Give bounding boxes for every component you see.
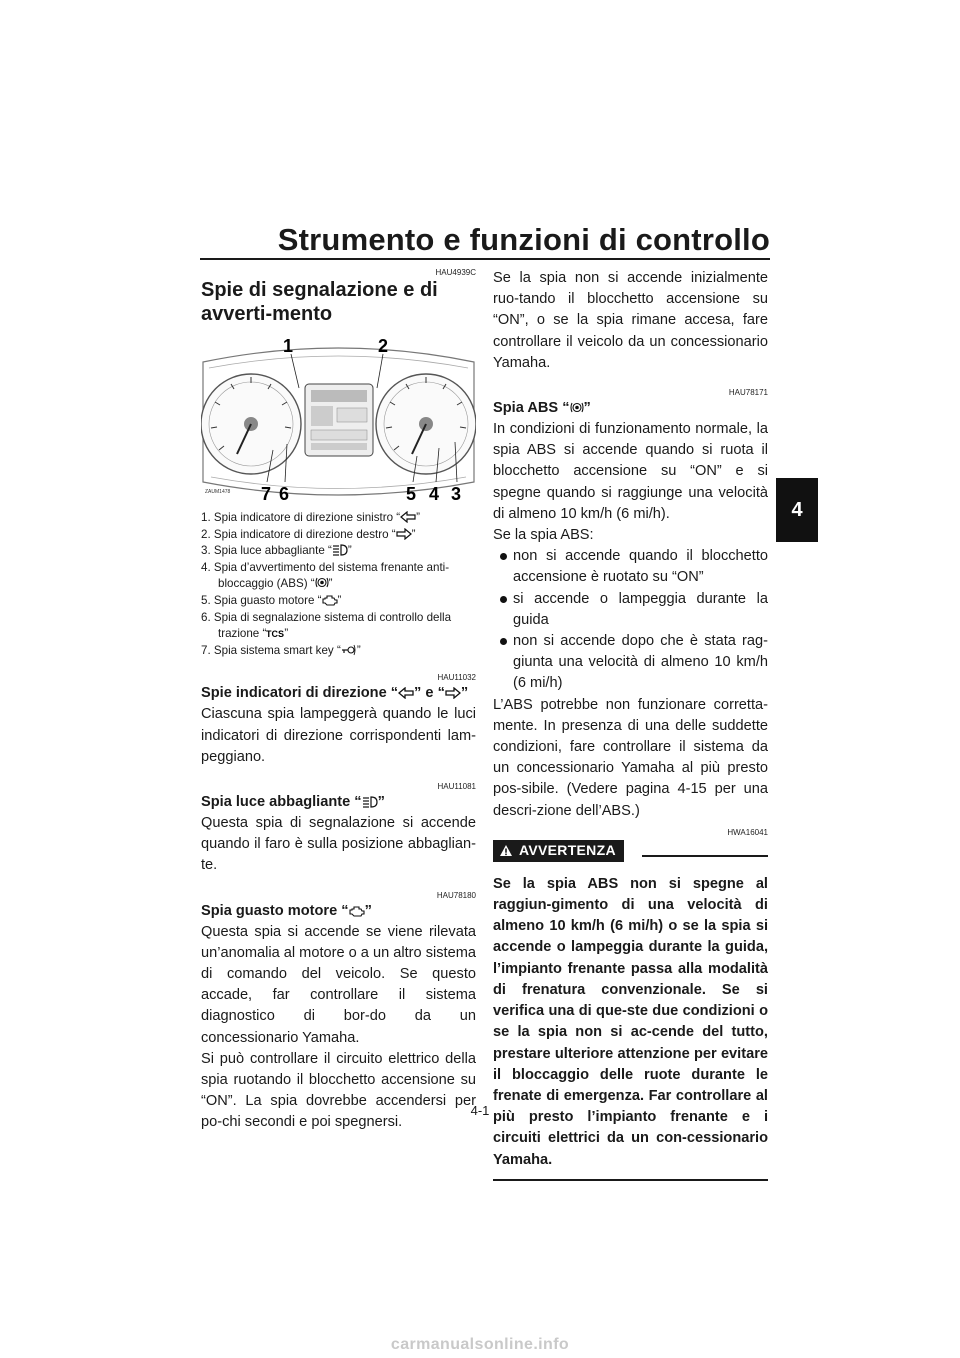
high-beam-icon <box>332 544 348 556</box>
intro-paragraph: Se la spia non si accende inizialmente ruo-tando il blocchetto accensione su “ON”, o se la spia rimane accesa, fare controllare il veicolo da un concessionario Yamaha. <box>493 270 768 371</box>
ref-code: HWA16041 <box>727 827 768 837</box>
turn-left-icon <box>400 511 416 523</box>
caption-item: 2. Spia indicatore di direzione destro “ ” <box>201 527 416 541</box>
warning-badge <box>493 840 624 862</box>
callout-4: 4 <box>429 484 440 504</box>
turn-right-icon <box>445 687 461 699</box>
abs-body: In condizioni di funzionamento normale, la spia ABS si accende quando si ruota il blocchetto accensione su “ON” e si spegne quando si raggiunge una velocità di almeno 10 km/h (6 mi/h). <box>493 421 768 522</box>
warning-rule <box>642 855 768 857</box>
svg-text:TCS: TCS <box>266 629 285 640</box>
callout-6: 6 <box>279 484 290 504</box>
turn-left-icon <box>398 687 414 699</box>
ref-code: HAU78171 <box>728 388 768 398</box>
callout-7: 7 <box>261 484 272 504</box>
warning-text: Se la spia ABS non si spegne al raggiun-gimento di una velocità di almeno 10 km/h (6 mi/h) o se la spia si accende o lampeggia durante la guida, l’impianto frenante passa alla modalità di frenatura convenzionale. Se si verifica una di que-ste due condizioni o se la spia non si ac-cende del tutto, prestare ulteriore attenzione per evitare il bloccaggio delle ruote durante le frenate di emergenza. Far controllare al più presto l’impianto frenante e i circuiti elettrici da un con-cessionario Yamaha. <box>493 875 768 1168</box>
ref-code: HAU11032 <box>437 673 476 683</box>
caption-item: 5. Spia guasto motore “ ” <box>201 593 342 607</box>
caption-item: 3. Spia luce abbagliante “ ” <box>201 544 352 558</box>
abs-bullet-list <box>493 546 768 694</box>
engine-icon <box>322 594 338 606</box>
instrument-figure <box>201 332 476 504</box>
warning-header <box>493 840 768 862</box>
abs-icon <box>570 401 584 414</box>
caption-item: 4. Spia d’avvertimento del sistema frenante anti-bloccaggio (ABS) “ ” <box>201 560 450 591</box>
caption-item: 6. Spia di segnalazione sistema di controllo della trazione “ TCS ” <box>201 610 452 641</box>
title-rule <box>200 258 770 260</box>
high-beam-icon <box>362 796 378 808</box>
abs-icon <box>315 576 329 589</box>
list-item: non si accende dopo che è stata rag-giunta una velocità di almeno 10 km/h (6 mi/h) <box>493 631 768 695</box>
callout-1: 1 <box>283 336 294 356</box>
smart-key-icon <box>341 644 357 656</box>
list-item: non si accende quando il blocchetto accensione è ruotato su “ON” <box>493 546 768 588</box>
page-number: 4-1 <box>470 1103 490 1118</box>
turn-signal-body: Ciascuna spia lampeggerà quando le luci indicatori di direzione corrispondenti lam-peggiano. <box>201 706 476 765</box>
figure-code: ZAUM1478 <box>205 489 231 495</box>
left-column <box>201 268 476 1134</box>
ref-code: HAU4939C <box>435 268 476 277</box>
ref-code: HAU78180 <box>436 890 476 900</box>
figure-captions <box>201 510 476 659</box>
watermark: carmanualsonline.info <box>390 1336 570 1353</box>
instrument-cluster-illustration <box>201 332 476 504</box>
engine-heading: Spia guasto motore “ ” <box>201 902 372 919</box>
warning-end-rule <box>493 1179 768 1181</box>
chapter-tab: 4 <box>776 478 818 542</box>
right-column <box>493 268 768 1181</box>
caption-item: 1. Spia indicatore di direzione sinistro “ ” <box>201 511 421 524</box>
turn-right-icon <box>396 528 412 540</box>
list-item: si accende o lampeggia durante la guida <box>493 589 768 631</box>
ref-code: HAU11081 <box>437 781 476 791</box>
warning-label: AVVERTENZA <box>519 842 616 859</box>
warning-triangle-icon <box>499 844 513 857</box>
high-beam-body: Questa spia di segnalazione si accende quando il faro è sulla posizione abbaglian-te. <box>201 814 476 874</box>
engine-body-1: Questa spia si accende se viene rilevata un’anomalia al motore o a un altro sistema di comando del veicolo. Se questo accade, far controllare il sistema diagnostico di bor-do da un concessionario Yamaha. <box>201 923 476 1046</box>
engine-icon <box>349 905 365 917</box>
callout-3: 3 <box>451 484 462 504</box>
callout-2: 2 <box>378 336 389 356</box>
engine-body-2: Si può controllare il circuito elettrico della spia ruotando il blocchetto accensione su “ON”. La spia dovrebbe accendersi per po-chi secondi e poi spegnersi. <box>201 1050 476 1131</box>
abs-after: L’ABS potrebbe non funzionare corretta-mente. In presenza di una delle suddette condizioni, fare controllare il sistema da un concessionario Yamaha al più presto pos-sibile. (Vedere pagina 4-15 per una descri-zione dell’ABS.) <box>493 696 768 819</box>
callout-5: 5 <box>406 484 417 504</box>
section-title: Spie di segnalazione e di avverti-mento <box>201 279 438 325</box>
abs-list-intro: Se la spia ABS: <box>493 527 594 544</box>
turn-signal-heading: Spie indicatori di direzione “ ” e “ ” <box>201 685 469 702</box>
high-beam-heading: Spia luce abbagliante “ ” <box>201 793 385 810</box>
caption-item: 7. Spia sistema smart key “ ” <box>201 643 361 657</box>
tcs-icon <box>266 627 284 639</box>
page-title: Strumento e funzioni di controllo <box>277 222 770 257</box>
abs-heading: Spia ABS “ ” <box>493 400 591 417</box>
